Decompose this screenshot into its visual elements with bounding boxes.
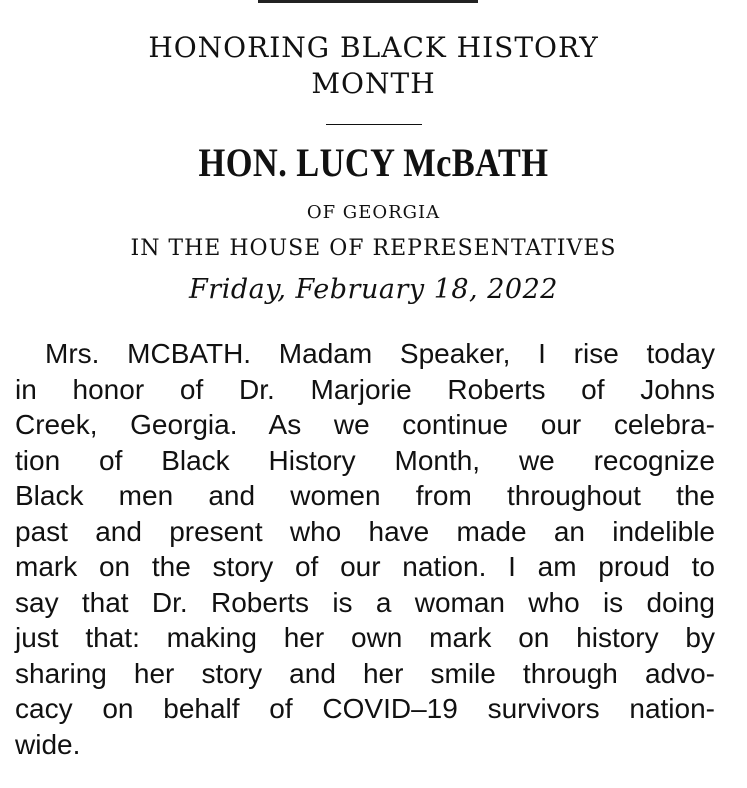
title-divider bbox=[326, 124, 422, 125]
speech-line-2: in honor of Dr. Marjorie Roberts of Johns bbox=[15, 373, 715, 405]
section-title bbox=[0, 30, 747, 102]
speech-line-1: Mrs. MCBATH. Madam Speaker, I rise today bbox=[45, 338, 715, 369]
speech-line-12: wide. bbox=[15, 728, 81, 760]
record-header bbox=[0, 30, 747, 307]
section-title-line-1: HONORING BLACK HISTORY bbox=[148, 31, 599, 64]
member-state: OF GEORGIA bbox=[306, 202, 441, 223]
speech-line-10: sharing her story and her smile through advo- bbox=[15, 657, 715, 689]
speech-line-11: cacy on behalf of COVID–19 survivors nation- bbox=[15, 693, 715, 724]
record-date: Friday, February 18, 2022 bbox=[189, 274, 558, 305]
speech-line-4: tion of Black History Month, we recognize bbox=[15, 444, 715, 476]
speech-line-6: past and present who have made an indelible bbox=[15, 515, 715, 547]
chamber-name: IN THE HOUSE OF REPRESENTATIVES bbox=[130, 236, 617, 261]
member-name: HON. LUCY McBATH bbox=[198, 140, 549, 185]
speech-line-8: say that Dr. Roberts is a woman who is doing bbox=[15, 586, 715, 618]
section-title-line-2: MONTH bbox=[311, 67, 436, 100]
speech-paragraph bbox=[15, 336, 715, 762]
speech-line-7: mark on the story of our nation. I am proud to bbox=[15, 551, 715, 582]
speech-line-9: just that: making her own mark on history by bbox=[15, 622, 715, 653]
top-border-line bbox=[258, 0, 478, 3]
speech-line-5: Black men and women from throughout the bbox=[15, 480, 715, 511]
speech-line-3: Creek, Georgia. As we continue our celebra- bbox=[15, 409, 715, 440]
